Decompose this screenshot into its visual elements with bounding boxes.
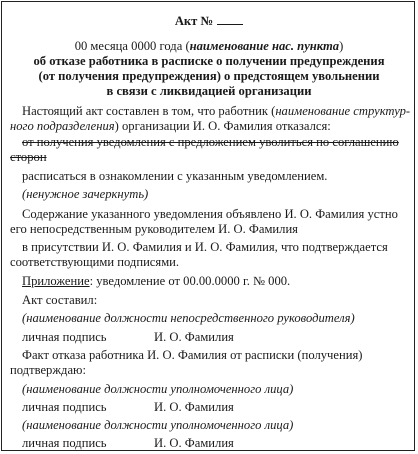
- refusal-line-1: Факт отказа работника И. О. Фамилия от расписки (получения): [22, 348, 363, 362]
- signature-label: личная подпись: [22, 330, 107, 344]
- appendix-line: Приложение: уведомление от 00.00.0000 г. № 000.: [22, 274, 291, 288]
- struck-option-line-2: сторон: [10, 150, 47, 164]
- strike-note: (ненужное зачеркнуть): [22, 187, 149, 201]
- refusal-line-2: подтверждаю:: [10, 363, 86, 377]
- official-position-1: (наименование должности уполномоченного лица): [22, 382, 294, 396]
- paragraph-1-line-1: Настоящий акт составлен в том, что работник (наименование структур-: [22, 104, 411, 118]
- signature-name: И. О. Фамилия: [154, 330, 234, 344]
- paragraph-2-line-2: его непосредственным руководителем И. О. Фамилия: [10, 222, 298, 236]
- document-title: Акт №: [2, 13, 416, 29]
- manager-position: (наименование должности непосредственного руководителя): [22, 311, 355, 325]
- paragraph-3-line-2: соответствующими подписями.: [10, 255, 180, 269]
- paragraph-1-line-2: ного подразделения) организации И. О. Фамилия отказался:: [10, 119, 331, 133]
- signature-label: личная подпись: [22, 436, 107, 450]
- document-frame: [1, 1, 415, 451]
- heading-line-1: об отказе работника в расписке о получении предупреждения: [33, 54, 385, 68]
- heading-line-3: в связи с ликвидацией организации: [106, 84, 312, 98]
- heading-line-2: (от получения предупреждения) о предстоящем увольнении: [38, 69, 380, 83]
- official-position-2: (наименование должности уполномоченного лица): [22, 418, 294, 432]
- paragraph-2-line-1: Содержание указанного уведомления объявлено И. О. Фамилия устно: [22, 207, 398, 221]
- struck-option-line-1: от получения уведомления с предложением уволиться по соглашению: [22, 135, 399, 149]
- number-blank: [217, 13, 243, 25]
- composed-label: Акт составил:: [22, 293, 98, 307]
- signature-label: личная подпись: [22, 400, 107, 414]
- date-place-line: 00 месяца 0000 года (наименование нас. пункта): [74, 39, 344, 53]
- signature-name: И. О. Фамилия: [154, 436, 234, 450]
- signature-name: И. О. Фамилия: [154, 400, 234, 414]
- paragraph-3-line-1: в присутствии И. О. Фамилия и И. О. Фамилия, что подтверждается: [22, 240, 388, 254]
- option-2: расписаться в ознакомлении с указанным уведомлением.: [22, 169, 328, 183]
